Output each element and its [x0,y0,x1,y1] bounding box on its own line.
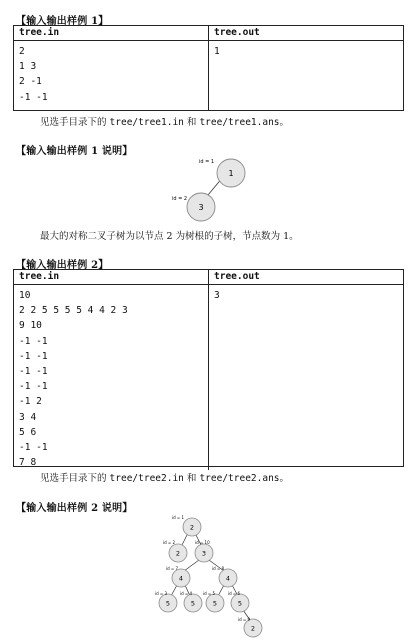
tree-node-id: id = 4 [180,591,193,596]
sample2-out-header: tree.out [214,271,260,282]
input-line: 2 -1 [19,76,42,88]
note-file-ans: tree/tree1.ans [199,117,280,128]
input-line: -1 -1 [19,91,48,103]
sample2-input [14,285,209,470]
tree-node-id: id = 3 [155,591,168,596]
input-line: -1 -1 [19,365,48,377]
tree-node-value: 3 [201,549,207,558]
input-line: -1 -1 [19,441,48,453]
tree-node-id: id = 2 [172,196,188,202]
input-line: 1 3 [19,61,37,73]
tree-node-value: 5 [190,599,196,608]
tree-node-value: 4 [225,574,231,583]
explain1-heading: 【输入输出样例 1 说明】 [16,146,133,157]
tree-node-value: 2 [175,549,181,558]
input-line: 9 10 [19,320,42,332]
input-line: -1 -1 [19,381,48,393]
note-text: 和 [183,473,200,484]
tree-node-id: id = 10 [195,540,210,545]
tree-edge [171,585,177,596]
sample2-heading: 【输入输出样例 2】 [16,260,109,271]
note-text: 。 [279,473,290,484]
sample2-in-header: tree.in [14,270,209,284]
input-line: 2 2 5 5 5 5 4 4 2 3 [19,305,128,317]
tree-node-id: id = 5 [203,591,216,596]
sample1-io-table [13,25,404,111]
output-line: 3 [214,290,220,301]
note-file-ans: tree/tree2.ans [199,473,280,484]
input-line: 3 4 [19,411,37,423]
sample1-input [14,41,209,110]
output-line: 1 [214,46,220,57]
sample1-output [209,41,403,110]
tree-node-value: 1 [228,169,234,178]
sample1-note [40,114,289,128]
sample1-heading: 【输入输出样例 1】 [16,16,109,27]
note-text: 见选手目录下的 [40,473,110,484]
sample2-output [209,285,403,470]
note-file-in: tree/tree1.in [109,117,184,128]
tree-edge [184,560,199,571]
input-line: 7 8 [19,457,37,469]
sample2-note [40,470,289,484]
tree-node-value: 2 [250,624,256,633]
tree-diagram-1 [0,150,418,230]
tree-node-id: id = 6 [228,591,241,596]
note-file-in: tree/tree2.in [109,473,184,484]
tree-node-value: 5 [237,599,243,608]
tree-node-id: id = 2 [163,540,176,545]
explain1-text: 最大的对称二叉子树为以节点 2 为树根的子树，节点数为 1。 [40,231,299,242]
tree-node-value: 3 [198,203,204,212]
tree-node-id: id = 1 [199,159,215,165]
sample2-io-table [13,269,404,467]
tree-node-value: 4 [178,574,184,583]
note-text: 。 [279,117,290,128]
input-line: -1 -1 [19,335,48,347]
tree-node-id: id = 1 [172,515,185,520]
explain2-heading: 【输入输出样例 2 说明】 [16,503,133,514]
tree-node-id: id = 7 [166,566,179,571]
tree-edge [218,585,224,596]
note-text: 见选手目录下的 [40,117,110,128]
input-line: -1 -1 [19,350,48,362]
tree-node-id: id = 8 [212,566,225,571]
sample1-out-header: tree.out [214,27,260,38]
tree-node-id: id = 9 [238,617,251,622]
tree-node-value: 2 [189,523,195,532]
tree-diagram-2 [0,510,418,640]
tree-node-value: 5 [212,599,218,608]
sample1-in-header: tree.in [14,26,209,40]
input-line: -1 2 [19,396,42,408]
input-line: 2 [19,46,25,57]
input-line: 10 [19,290,31,301]
input-line: 5 6 [19,426,37,438]
tree-node-value: 5 [165,599,171,608]
note-text: 和 [183,117,200,128]
